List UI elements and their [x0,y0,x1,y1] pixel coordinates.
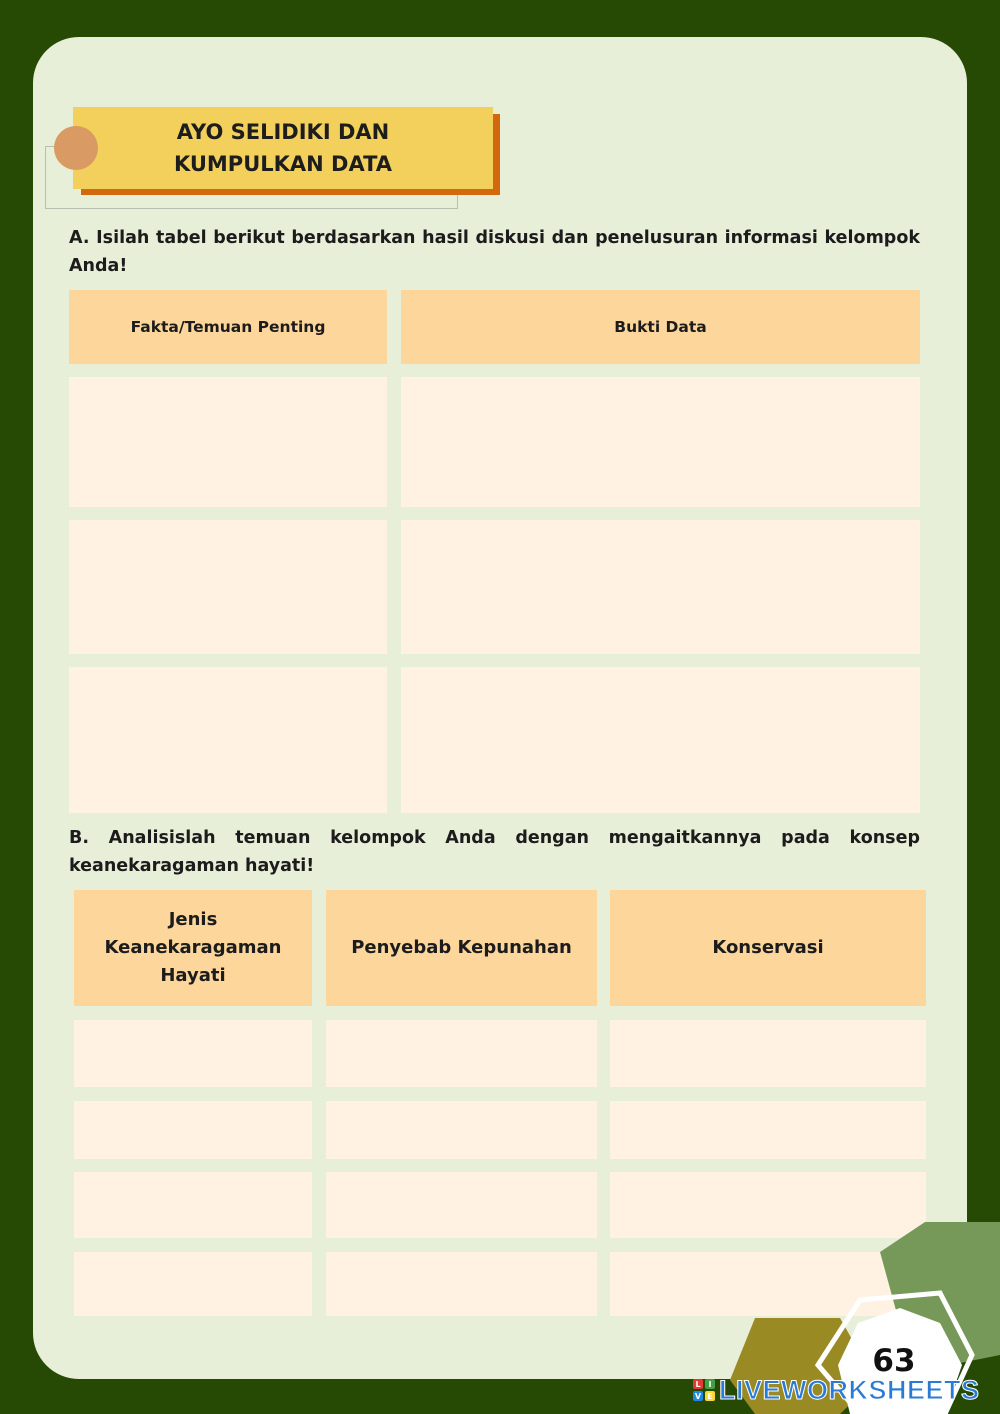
instruction-a: A. Isilah tabel berikut berdasarkan hasil diskusi dan penelusuran informasi kelompok Anda! [69,228,920,276]
logo-letter-i: I [705,1379,715,1389]
table-b-header-konservasi: Konservasi [610,890,926,1006]
table-a-bukti-cell-1[interactable] [401,377,920,507]
table-b-konservasi-cell-2[interactable] [610,1101,926,1159]
table-b-jenis-cell-2[interactable] [74,1101,312,1159]
table-b-header-jenis: Jenis Keanekaragaman Hayati [74,890,312,1006]
table-a-bukti-cell-3[interactable] [401,667,920,813]
logo-letter-l: L [693,1379,703,1389]
table-a-header-bukti: Bukti Data [401,290,920,364]
page-number: 63 [872,1343,916,1379]
table-b-penyebab-cell-2[interactable] [326,1101,597,1159]
instruction-b: B. Analisislah temuan kelompok Anda dengan mengaitkannya pada konsep keanekaragaman hayati! [69,828,920,876]
table-b-penyebab-cell-3[interactable] [326,1172,597,1238]
liveworksheets-logo-icon [693,1379,715,1401]
table-b-konservasi-cell-1[interactable] [610,1020,926,1087]
liveworksheets-watermark [693,1376,980,1404]
table-a-fakta-cell-1[interactable] [69,377,387,507]
banner-title-line-1: AYO SELIDIKI DAN [176,120,390,144]
section-title-banner [73,107,493,189]
table-b-jenis-cell-4[interactable] [74,1252,312,1316]
table-a-fakta-cell-3[interactable] [69,667,387,813]
table-a-fakta-cell-2[interactable] [69,520,387,654]
table-a-bukti-cell-2[interactable] [401,520,920,654]
table-b-penyebab-cell-1[interactable] [326,1020,597,1087]
table-b-penyebab-cell-4[interactable] [326,1252,597,1316]
logo-letter-v: V [694,1391,702,1401]
table-b-header-penyebab: Penyebab Kepunahan [326,890,597,1006]
watermark-text: LIVEWORKSHEETS [719,1374,980,1405]
table-a-header-fakta: Fakta/Temuan Penting [69,290,387,364]
banner-title-line-2: KUMPULKAN DATA [173,152,393,176]
banner-dot-icon [54,126,98,170]
logo-letter-e: E [705,1391,715,1401]
table-b-jenis-cell-1[interactable] [74,1020,312,1087]
table-b-jenis-cell-3[interactable] [74,1172,312,1238]
